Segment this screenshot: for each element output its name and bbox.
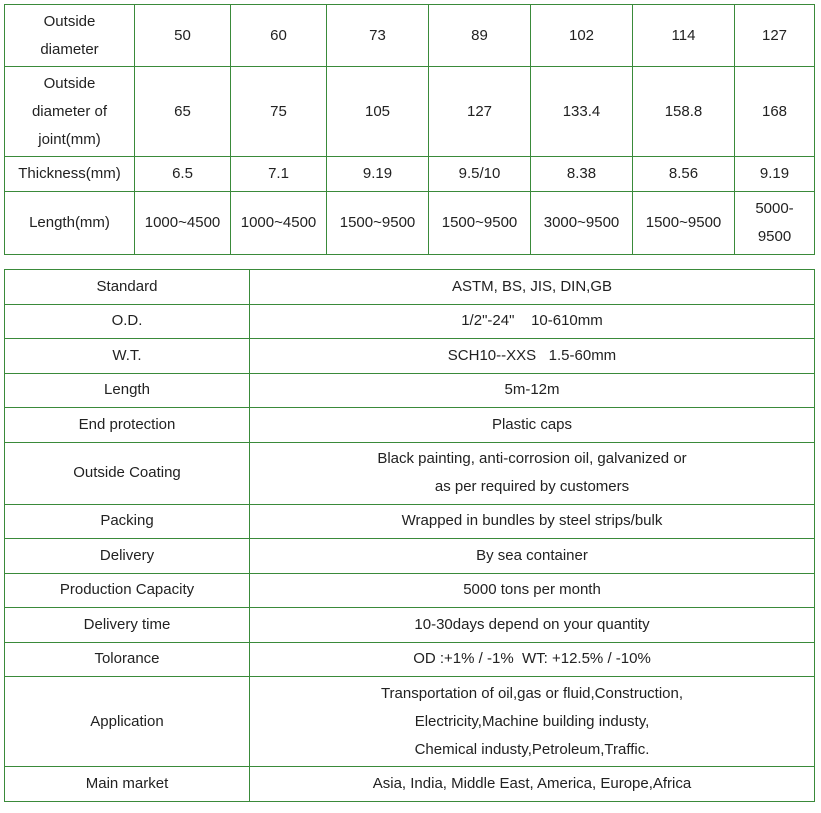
spec-value-cell: 8.38 bbox=[531, 157, 633, 192]
property-value-line: ASTM, BS, JIS, DIN,GB bbox=[451, 277, 613, 295]
property-value-line: SCH10--XXS 1.5-60mm bbox=[447, 346, 617, 364]
spec-value-cell: 158.8 bbox=[633, 67, 735, 157]
spec-row-label bbox=[5, 157, 135, 192]
spec-value-cell: 60 bbox=[231, 5, 327, 67]
spec-value-cell: 50 bbox=[135, 5, 231, 67]
spec-row bbox=[5, 157, 815, 192]
spec-label-line: diameter bbox=[40, 40, 99, 58]
property-label: Production Capacity bbox=[5, 573, 250, 608]
property-value bbox=[250, 442, 815, 504]
property-row bbox=[5, 573, 815, 608]
property-value bbox=[250, 767, 815, 802]
property-value-line: 10-30days depend on your quantity bbox=[414, 615, 650, 633]
property-label: Tolorance bbox=[5, 642, 250, 677]
property-value bbox=[250, 373, 815, 408]
property-value-line: By sea container bbox=[476, 546, 588, 564]
spec-value-cell: 1500~9500 bbox=[633, 192, 735, 255]
spec-value-cell: 7.1 bbox=[231, 157, 327, 192]
property-value-line: Transportation of oil,gas or fluid,Construction, bbox=[380, 684, 684, 702]
property-value bbox=[250, 642, 815, 677]
spec-label-line: joint(mm) bbox=[38, 130, 101, 148]
spec-row-label bbox=[5, 5, 135, 67]
property-row bbox=[5, 539, 815, 574]
property-value-line: Black painting, anti-corrosion oil, galvanized or bbox=[377, 450, 687, 467]
product-properties-table bbox=[4, 269, 815, 802]
property-row bbox=[5, 339, 815, 374]
spec-value-cell: 65 bbox=[135, 67, 231, 157]
property-row bbox=[5, 608, 815, 643]
property-value-line: 5000 tons per month bbox=[463, 581, 601, 599]
property-value-line: 1/2"-24" 10-610mm bbox=[461, 312, 603, 330]
property-value bbox=[250, 608, 815, 643]
spec-value-cell: 89 bbox=[429, 5, 531, 67]
property-row bbox=[5, 304, 815, 339]
spec-value-cell: 102 bbox=[531, 5, 633, 67]
spec-label-line: Length(mm) bbox=[29, 214, 110, 231]
spec-value-cell: 127 bbox=[735, 5, 815, 67]
property-value bbox=[250, 677, 815, 767]
spec-value-cell: 133.4 bbox=[531, 67, 633, 157]
property-value bbox=[250, 539, 815, 574]
spec-value-cell: 9.19 bbox=[735, 157, 815, 192]
spec-row-label bbox=[5, 67, 135, 157]
property-value-line: as per required by customers bbox=[434, 478, 630, 495]
property-label: Packing bbox=[5, 504, 250, 539]
property-row bbox=[5, 442, 815, 504]
property-label: O.D. bbox=[5, 304, 250, 339]
property-label: Main market bbox=[5, 767, 250, 802]
property-label: Standard bbox=[5, 270, 250, 305]
spec-value-line: 5000- bbox=[755, 200, 794, 217]
spec-value-cell: 6.5 bbox=[135, 157, 231, 192]
spec-row bbox=[5, 67, 815, 157]
property-row bbox=[5, 677, 815, 767]
property-value bbox=[250, 339, 815, 374]
spec-value-cell: 114 bbox=[633, 5, 735, 67]
spec-value-cell: 1500~9500 bbox=[327, 192, 429, 255]
spec-value-cell: 9.5/10 bbox=[429, 157, 531, 192]
spec-value-cell: 9.19 bbox=[327, 157, 429, 192]
spec-value-cell: 1000~4500 bbox=[231, 192, 327, 255]
property-row bbox=[5, 767, 815, 802]
spec-value-cell bbox=[735, 192, 815, 255]
property-label: W.T. bbox=[5, 339, 250, 374]
property-value-line: Asia, India, Middle East, America, Europe,Africa bbox=[372, 774, 692, 792]
property-row bbox=[5, 504, 815, 539]
spec-value-cell: 168 bbox=[735, 67, 815, 157]
property-value bbox=[250, 408, 815, 443]
spec-value-cell: 73 bbox=[327, 5, 429, 67]
spec-label-line: Thickness(mm) bbox=[18, 165, 121, 182]
property-row bbox=[5, 408, 815, 443]
properties-table-body bbox=[5, 270, 815, 802]
property-value-line: Electricity,Machine building industy, bbox=[414, 712, 650, 730]
spec-value-cell: 3000~9500 bbox=[531, 192, 633, 255]
property-row bbox=[5, 373, 815, 408]
spec-row bbox=[5, 192, 815, 255]
spec-value-cell: 127 bbox=[429, 67, 531, 157]
property-value-line: Chemical industy,Petroleum,Traffic. bbox=[414, 740, 650, 758]
spec-label-line: diameter of bbox=[31, 102, 108, 120]
spec-value-line: 9500 bbox=[757, 228, 792, 245]
property-label: Application bbox=[5, 677, 250, 767]
property-value bbox=[250, 304, 815, 339]
pipe-spec-table bbox=[4, 4, 815, 255]
spec-value-cell: 1000~4500 bbox=[135, 192, 231, 255]
spec-row-label bbox=[5, 192, 135, 255]
property-value bbox=[250, 504, 815, 539]
spec-value-cell: 1500~9500 bbox=[429, 192, 531, 255]
spec-row bbox=[5, 5, 815, 67]
property-label: Length bbox=[5, 373, 250, 408]
property-label: End protection bbox=[5, 408, 250, 443]
property-value-line: Plastic caps bbox=[491, 415, 573, 433]
property-label: Delivery time bbox=[5, 608, 250, 643]
property-row bbox=[5, 270, 815, 305]
spec-table-body bbox=[5, 5, 815, 255]
spec-value-cell: 75 bbox=[231, 67, 327, 157]
property-value bbox=[250, 573, 815, 608]
property-row bbox=[5, 642, 815, 677]
spec-value-cell: 8.56 bbox=[633, 157, 735, 192]
property-label: Outside Coating bbox=[5, 442, 250, 504]
property-value bbox=[250, 270, 815, 305]
property-value-line: 5m-12m bbox=[504, 381, 560, 399]
property-value-line: Wrapped in bundles by steel strips/bulk bbox=[401, 512, 663, 530]
spec-label-line: Outside bbox=[43, 12, 96, 30]
spec-label-line: Outside bbox=[43, 74, 96, 92]
property-value-line: OD :+1% / -1% WT: +12.5% / -10% bbox=[413, 650, 651, 668]
spec-value-cell: 105 bbox=[327, 67, 429, 157]
property-label: Delivery bbox=[5, 539, 250, 574]
